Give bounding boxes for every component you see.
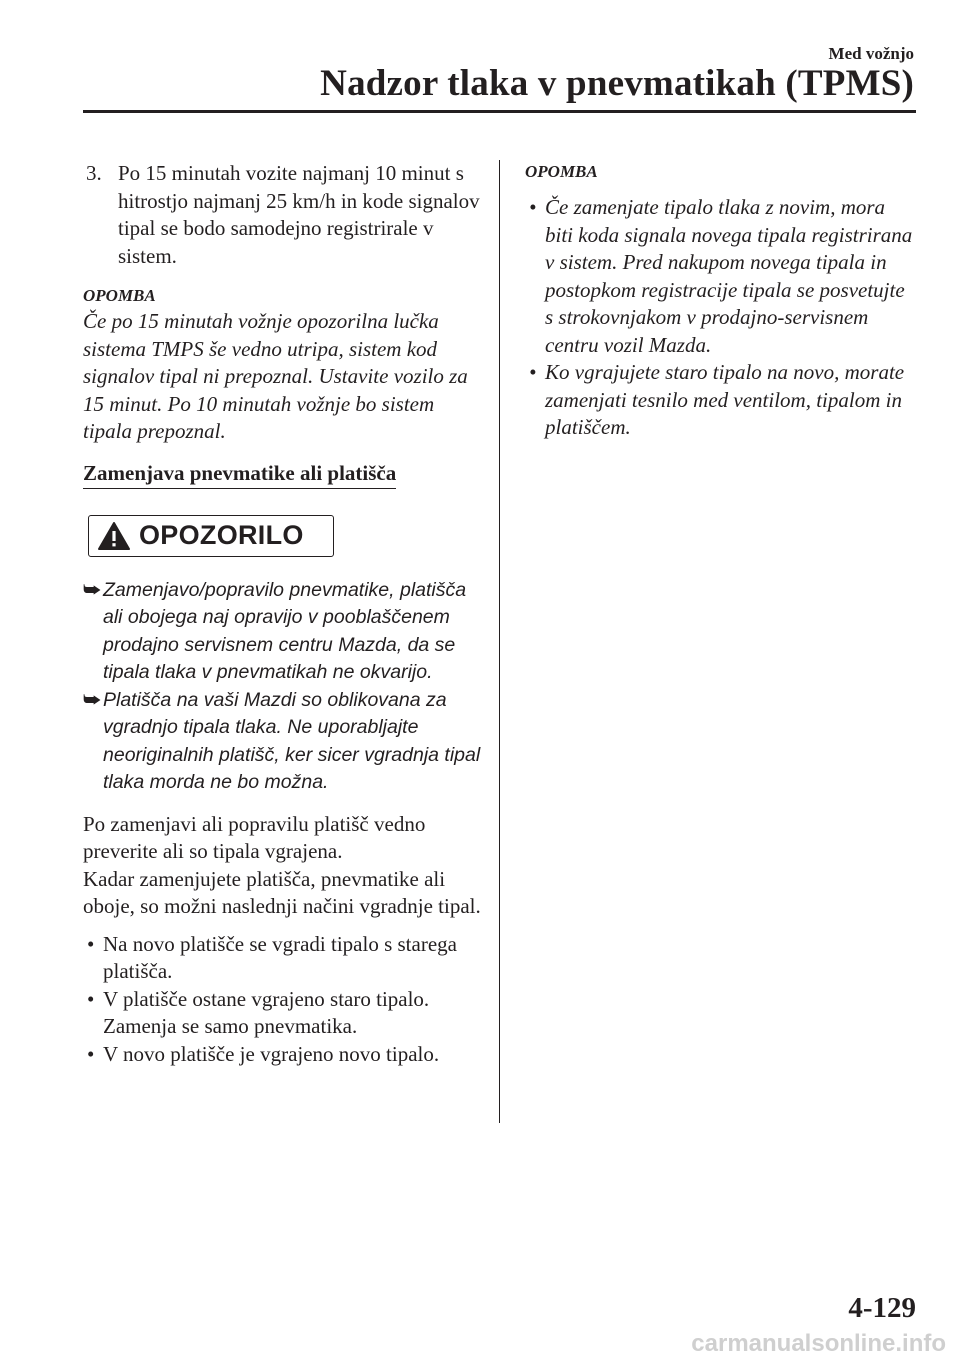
bullet-list	[83, 931, 483, 1069]
page-title: Nadzor tlaka v pnevmatikah (TPMS)	[320, 63, 914, 104]
bullet-dot-icon: •	[87, 1041, 95, 1066]
step-text: Po 15 minutah vozite najmanj 10 minut s hitrostjo najmanj 25 km/h in kode signalov tipal se bodo samodejno registrirale v sistem.	[118, 161, 480, 268]
warning-triangle-icon	[97, 521, 131, 551]
note-text: Če po 15 minutah vožnje opozorilna lučka sistema TMPS še vedno utripa, sistem kod signalov tipal ni prepoznal. Ustavite vozilo za 15 minut. Po 10 minutah vožnje bo sistem tipala prepoznal.	[83, 309, 468, 443]
right-column	[525, 160, 917, 442]
list-item	[83, 931, 483, 986]
warning-box	[88, 515, 334, 557]
bullet-dot-icon: •	[529, 360, 537, 384]
list-item-text: Če zamenjate tipalo tlaka z novim, mora biti koda signala novega tipala registrirana v sistem. Pred nakupom novega tipala in postopkom registracije tipala se posvetujte s strokovnjakom v prodajno-servisnem centru vozil Mazda.	[545, 195, 913, 357]
step-3	[83, 160, 483, 270]
warning-item-text: Zamenjavo/popravilo pnevmatike, platišča ali obojega naj opravijo v pooblaščenem prodajno servisnem centru Mazda, da se tipala tlaka v pnevmatikah ne okvarijo.	[103, 578, 467, 683]
bullet-dot-icon: •	[529, 195, 537, 219]
step-number: 3.	[86, 161, 102, 185]
list-item-text: Na novo platišče se vgradi tipalo s starega platišča.	[103, 931, 457, 983]
list-item	[83, 986, 483, 1041]
note-bullet-list	[525, 194, 917, 442]
list-item-text: Ko vgrajujete staro tipalo na novo, morate zamenjati tesnilo med ventilom, tipalom in platiščem.	[545, 360, 905, 439]
arrow-bullet-icon: ⮩	[83, 578, 102, 601]
arrow-bullet-icon: ⮩	[83, 688, 102, 711]
list-item	[83, 1041, 483, 1069]
body-paragraph	[83, 811, 483, 921]
warning-item	[83, 577, 483, 687]
header-rule	[83, 110, 916, 113]
warning-item	[83, 687, 483, 797]
list-item-text: V platišče ostane vgrajeno staro tipalo. Zamenja se samo pnevmatika.	[103, 986, 430, 1038]
warning-list	[83, 577, 483, 797]
section-heading: Zamenjava pnevmatike ali platišča	[83, 460, 396, 489]
body-text: Kadar zamenjujete platišča, pnevmatike ali oboje, so možni naslednji načini vgradnje tipal.	[83, 866, 481, 918]
body-text: Po zamenjavi ali popravilu platišč vedno preverite ali so tipala vgrajena.	[83, 811, 426, 863]
bullet-dot-icon: •	[87, 931, 95, 956]
section-label: Med vožnjo	[828, 44, 914, 63]
bullet-dot-icon: •	[87, 986, 95, 1011]
column-divider	[499, 160, 500, 1123]
list-item	[525, 359, 917, 442]
note-label: OPOMBA	[83, 286, 156, 305]
list-item	[525, 194, 917, 359]
note-label: OPOMBA	[525, 162, 598, 181]
warning-title: OPOZORILO	[139, 519, 304, 550]
warning-item-text: Platišča na vaši Mazdi so oblikovana za vgradnjo tipala tlaka. Ne uporabljajte neoriginalnih platišč, ker sicer vgradnja tipal tlaka morda ne bo možna.	[103, 688, 481, 793]
watermark: carmanualsonline.info	[691, 1330, 946, 1357]
page-number: 4-129	[848, 1292, 916, 1324]
left-column	[83, 160, 483, 1068]
list-item-text: V novo platišče je vgrajeno novo tipalo.	[103, 1041, 440, 1066]
